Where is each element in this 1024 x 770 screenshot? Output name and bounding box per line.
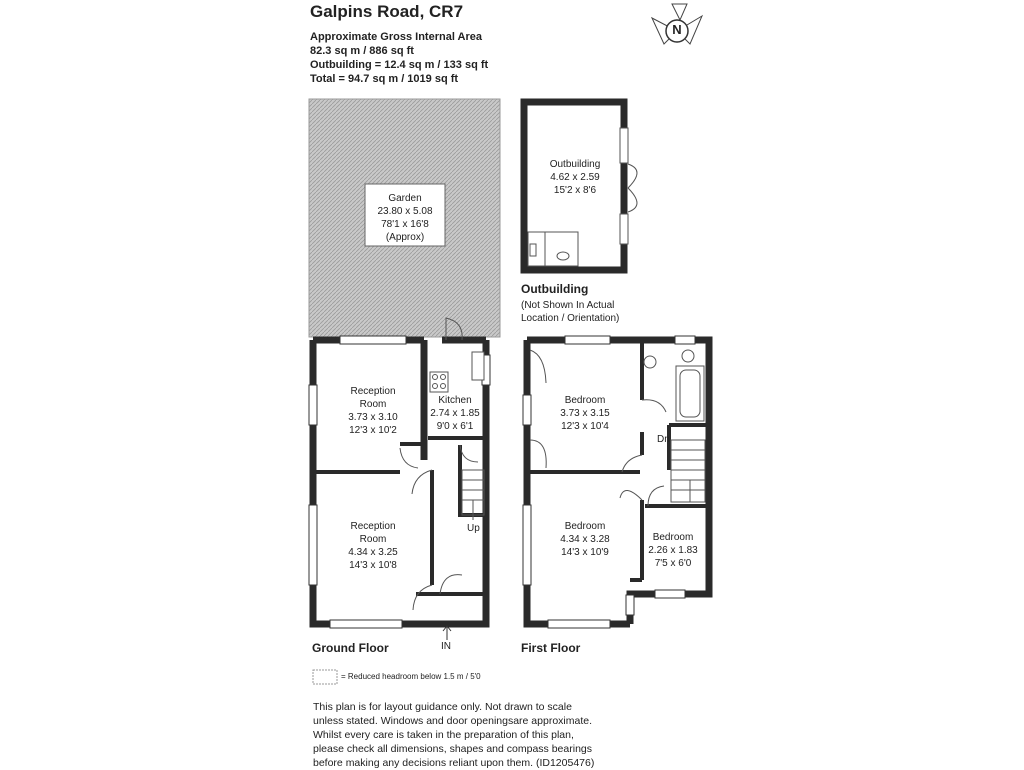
reception-room-2-label: Reception Room 4.34 x 3.25 14'3 x 10'8 [348,521,398,571]
disclaimer: This plan is for layout guidance only. Not drawn to scale unless stated. Windows and door openingsare approximate. Whilst every care is taken in the preparation of this plan, please check all dimensions, shapes and compass bearings before making any decisions reliant upon them. (ID1205476) [313,701,595,769]
outbuilding-heading: Outbuilding [521,282,589,296]
entrance-label: IN [441,641,451,652]
legend-text: = Reduced headroom below 1.5 m / 5'0 [341,672,481,681]
area-total: Total = 94.7 sq m / 1019 sq ft [310,73,459,85]
page-title: Galpins Road, CR7 [310,2,464,21]
first-floor-windows [523,336,695,628]
legend-swatch [313,670,337,684]
stairs-up-label: Up [467,523,480,534]
first-stairs [671,440,705,502]
entrance-arrow-icon [443,626,451,640]
garden-label: Garden 23.80 x 5.08 78'1 x 16'8 (Approx) [377,193,433,243]
area-main: 82.3 sq m / 886 sq ft [310,45,414,57]
outbuilding-label: Outbuilding 4.62 x 2.59 15'2 x 8'6 [549,159,601,196]
area-heading: Approximate Gross Internal Area [310,31,482,43]
outbuilding-note: (Not Shown In Actual Location / Orientation) [521,300,620,324]
bedroom-3-label: Bedroom 2.26 x 1.83 7'5 x 6'0 [648,532,698,569]
bedroom-2-label: Bedroom 4.34 x 3.28 14'3 x 10'9 [560,521,610,558]
kitchen-fittings [430,352,484,392]
bedroom-1-label: Bedroom 3.73 x 3.15 12'3 x 10'4 [560,395,610,432]
ground-stairs [462,470,484,520]
kitchen-label: Kitchen 2.74 x 1.85 9'0 x 6'1 [430,395,480,432]
ground-floor-heading: Ground Floor [312,641,389,655]
first-floor-heading: First Floor [521,641,581,655]
stairs-down-label: Dn [657,434,670,445]
compass-north-label: N [672,22,682,37]
bathroom-fittings [644,350,704,421]
area-outbuilding: Outbuilding = 12.4 sq m / 133 sq ft [310,59,489,71]
reception-room-1-label: Reception Room 3.73 x 3.10 12'3 x 10'2 [348,386,398,436]
ground-floor-windows [309,336,490,628]
